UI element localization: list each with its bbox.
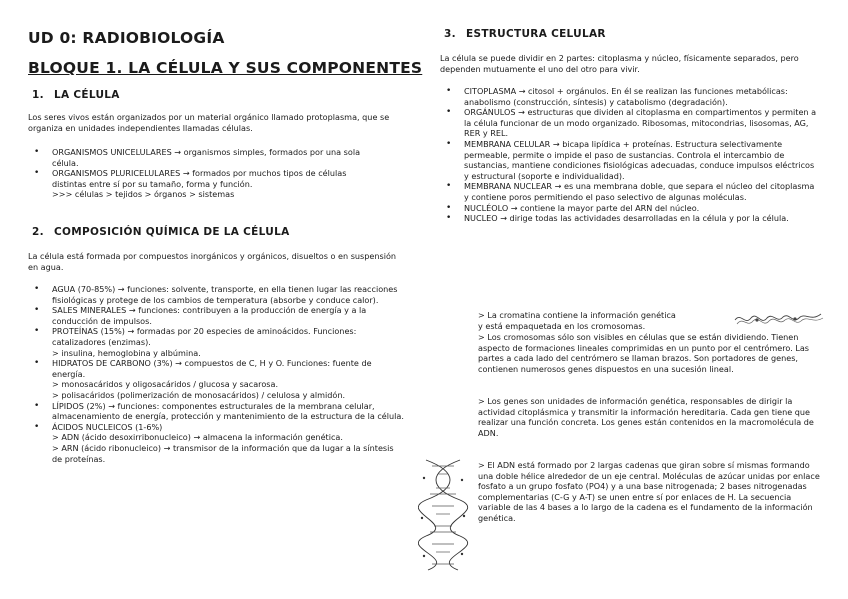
section-2-list <box>28 284 406 464</box>
section-3-title: ESTRUCTURA CELULAR <box>466 28 606 40</box>
section-3-number: 3. <box>444 28 456 40</box>
list-item: • AGUA (70-85%) → funciones: solvente, transporte, en ella tienen lugar las reacciones fisiológicas y protege de los cambios de temperatura (absorbe y conduce calor). <box>28 284 406 305</box>
section-2-heading <box>28 226 290 238</box>
dna-helix-sketch <box>418 458 476 572</box>
section-2-intro: La célula está formada por compuestos inorgánicos y orgánicos, disueltos o en suspensión en agua. <box>28 251 397 272</box>
list-item: • ORGANISMOS UNICELULARES → organismos simples, formados por una sola célula. <box>28 147 378 168</box>
section-3-intro: La célula se puede dividir en 2 partes: citoplasma y núcleo, físicamente separados, pero dependen mutuamente el uno del otro para vivir. <box>440 53 799 74</box>
chromosome-sketch <box>733 306 825 332</box>
section-2-number: 2. <box>32 226 44 238</box>
list-item: • HIDRATOS DE CARBONO (3%) → compuestos de C, H y O. Funciones: fuente de energía. > monosacáridos y oligosacáridos / glucosa y sacarosa. > polisacáridos (polimerización de monosacáridos) / celulosa y almidón. <box>28 358 406 400</box>
list-item: • MEMBRANA NUCLEAR → es una membrana doble, que separa el núcleo del citoplasma y contiene poros permitiendo el paso selectivo de algunas moléculas. <box>440 181 820 202</box>
list-item: • MEMBRANA CELULAR → bicapa lipídica + proteínas. Estructura selectivamente permeable, permite o impide el paso de sustancias. Controla el intercambio de sustancias, mantiene condiciones fisiológicas adecuadas, conduce impulsos eléctricos y estructural (soporte e individualidad). <box>440 139 820 181</box>
list-item: • NUCLÉOLO → contiene la mayor parte del ARN del núcleo. <box>440 203 820 214</box>
section-1-number: 1. <box>32 89 44 101</box>
nucleo-note-1: > La cromatina contiene la información genética y está empaquetada en los cromosomas. <box>478 310 676 331</box>
list-item: • CITOPLASMA → citosol + orgánulos. En él se realizan las funciones metabólicas: anabolismo (construcción, síntesis) y catabolismo (degradación). <box>440 86 820 107</box>
list-item: • NUCLEO → dirige todas las actividades desarrolladas en la célula y por la célula. <box>440 213 820 224</box>
list-item: • ÁCIDOS NUCLEICOS (1-6%) > ADN (ácido desoxirribonucleico) → almacena la información genética. > ARN (ácido ribonucleico) → transmisor de la información que da lugar a la síntesis de proteínas. <box>28 422 406 464</box>
section-2-title: COMPOSICIÓN QUÍMICA DE LA CÉLULA <box>54 226 290 238</box>
unit-title: UD 0: RADIOBIOLOGÍA <box>28 29 225 47</box>
block-title: BLOQUE 1. LA CÉLULA Y SUS COMPONENTES <box>28 59 423 77</box>
list-item: • LÍPIDOS (2%) → funciones: componentes estructurales de la membrana celular, almacenamiento de energía, protección y mantenimiento de la estructura de la célula. <box>28 401 406 422</box>
section-3-list <box>440 86 820 224</box>
section-1-heading <box>28 89 120 101</box>
nucleo-note-2: > Los cromosomas sólo son visibles en células que se están dividiendo. Tienen aspecto de formaciones lineales comprimidas en un punto por el centrómero. Las partes a cada lado del centrómero se llaman brazos. Son portadores de genes, contienen numerosos genes dispuestos en una sucesión lineal. <box>478 332 810 374</box>
list-item: • ORGÁNULOS → estructuras que dividen al citoplasma en compartimentos y permiten a la célula funcionar de un modo organizado. Ribosomas, mitocondrias, lisosomas, AG, RER y REL. <box>440 107 820 139</box>
list-item: • SALES MINERALES → funciones: contribuyen a la producción de energía y a la conducción de impulsos. <box>28 305 406 326</box>
section-1-list <box>28 147 378 200</box>
nucleo-note-3: > Los genes son unidades de información genética, responsables de dirigir la actividad citoplásmica y transmitir la información hereditaria. Cada gen tiene que realizar una función concreta. Los genes están contenidos en la macromolécula de ADN. <box>478 396 814 438</box>
section-3-heading <box>440 28 606 40</box>
nucleo-note-4: > El ADN está formado por 2 largas cadenas que giran sobre sí mismas formando una doble hélice alrededor de un eje central. Moléculas de azúcar unidas por enlace fosfato a un grupo fosfato (PO4) y a una base nitrogenada; 2 bases nitrogenadas complementarias (C-G y A-T) se unen entre sí por enlaces de H. La secuencia variable de las 4 bases a lo largo de la cadena es el fundamento de la información genética. <box>478 460 820 523</box>
section-1-intro: Los seres vivos están organizados por un material orgánico llamado protoplasma, que se organiza en unidades independientes llamadas células. <box>28 112 390 133</box>
list-item: • ORGANISMOS PLURICELULARES → formados por muchos tipos de células distintas entre sí por su tamaño, forma y función. >>> células > tejidos > órganos > sistemas <box>28 168 378 200</box>
list-item: • PROTEÍNAS (15%) → formadas por 20 especies de aminoácidos. Funciones: catalizadores (enzimas). > insulina, hemoglobina y albúmina. <box>28 326 406 358</box>
section-1-title: LA CÉLULA <box>54 89 120 101</box>
